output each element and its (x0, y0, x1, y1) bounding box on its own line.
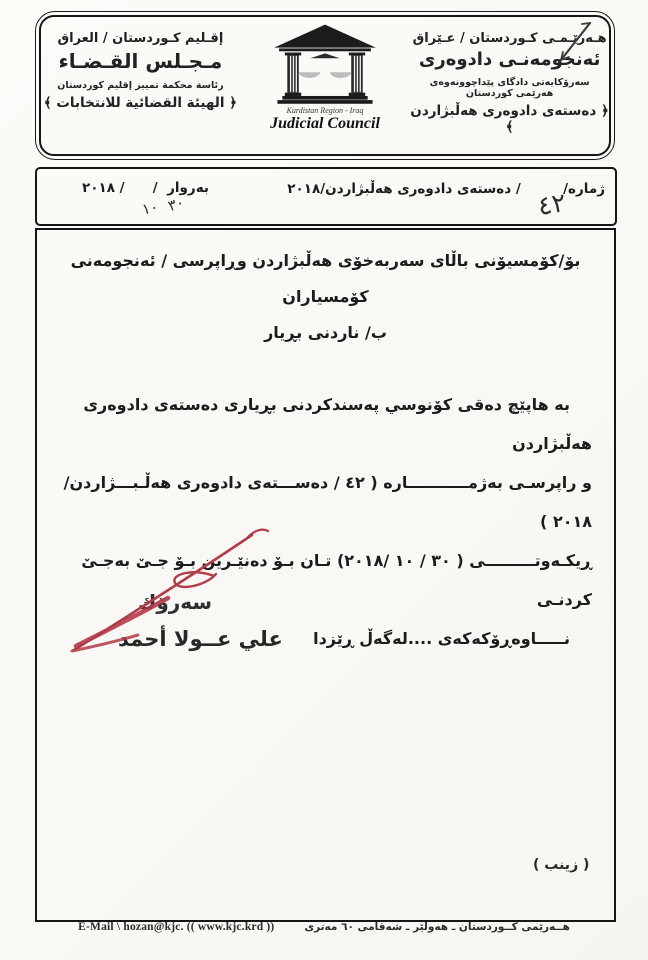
signature-scribble (62, 516, 277, 664)
reference-date-line: بەروار / / ٢٠١٨ (82, 180, 209, 196)
header-box-inner (39, 15, 611, 156)
body-line: و راپرسـی بەژمـــــــــــاره ( ٤٢ / دەســـتەی دادوەری هەڵـبـــژاردن/ ٢٠١٨ ) (63, 473, 592, 531)
body-line: بە هاپێچ دەقی كۆنوسي پەسندكردنی بڕیاری دەستەی دادوەری هەڵبژاردن (83, 395, 592, 453)
header-kurdish-council: ئەنجومەنـی دادوەری (418, 49, 601, 70)
addressee-block (37, 243, 614, 351)
footer-email: E-Mail \ hozan@kjc. (( www.kjc.krd )) (78, 921, 275, 933)
reference-bar (35, 167, 617, 226)
header-arabic-region: إقـليم كـوردستان / العراق (57, 31, 224, 46)
header-kurdish-panel: ﴿ دەستەی دادوەری هەڵبژاردن ﴾ (410, 103, 609, 135)
logo-caption-region: Kurdistan Region - Iraq (286, 106, 364, 115)
handwritten-day: ٣٠ (165, 192, 187, 216)
header-box (35, 11, 615, 160)
clerk-initials-note: ( زينب ) (533, 857, 590, 873)
header-arabic-council: مـجـلس القـضـاء (58, 49, 223, 73)
header-arabic-court: رئاسة محكمة تمييز إقليم كوردستان (57, 80, 224, 91)
footer (0, 921, 648, 933)
reference-number-line: ژماره/ / دەستەی دادوەری هەڵبژاردن/٢٠١٨ (287, 181, 605, 197)
logo-caption-council: Judicial Council (270, 115, 380, 132)
header-arabic-commission: ﴿ الهيئة القضائية للانتخابات ﴾ (43, 95, 238, 111)
signatory-title: سەرۆك (138, 590, 213, 614)
header-kurdish-court: سەرۆكايەتی دادگای پێداچوونەوەی هەرێمی كوردستان (429, 77, 590, 99)
header-logo-column (240, 17, 410, 154)
pen-stroke-icon (548, 18, 602, 68)
header-kurdish-region: هـەرێـمـی كـوردستان / عـێراق (412, 31, 607, 46)
body-line: ڕیكـەوتـــــــــی ( ٣٠ / ١٠ /٢٠١٨) تـان بـۆ دەنێـرین بـۆ جـێ بەجـێ كردنـی (81, 551, 592, 609)
judicial-council-logo-icon (266, 23, 384, 105)
subject-line: ب/ ناردنی بڕیار (264, 323, 387, 342)
body-line: نـــــاوەڕۆكەكەی ....لەگەڵ ڕێزدا (313, 629, 570, 648)
signatory-name: علي عــولا أحمد (118, 627, 283, 651)
handwritten-month: ١٠ (140, 197, 160, 219)
addressee-line: بۆ/كۆمسیۆنی باڵای سەربەخۆی هەڵبژاردن وڕاپرسی / ئەنجومەنی كۆمسیاران (70, 251, 581, 306)
header-arabic-column (41, 17, 240, 154)
footer-address: هــەرێمی كــوردستان ـ هەولێر ـ شەقامی ٦٠ مەتری (304, 921, 570, 933)
handwritten-number: ٤٢ (535, 187, 569, 223)
